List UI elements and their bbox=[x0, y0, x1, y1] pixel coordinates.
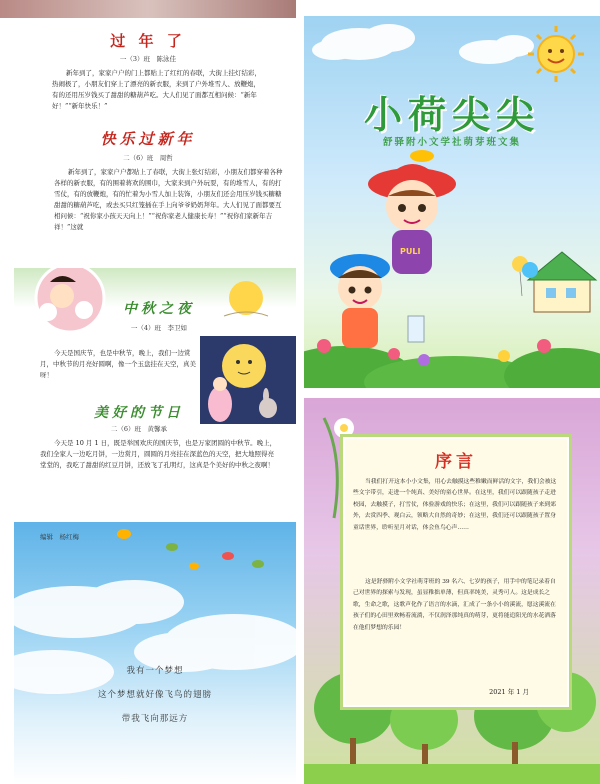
story-author-1: 一（3）班 陈泳佳 bbox=[119, 55, 177, 63]
sun-illustration bbox=[528, 26, 584, 82]
story-body-3: 今天是国庆节，也是中秋节，晚上，我们一边赏月，中秋节的月亮好圆啊，像一个玉盘挂在天空，真美呀！ bbox=[40, 349, 196, 379]
poem-line-2: 这个梦想就好像飞鸟的翅膀 bbox=[97, 690, 212, 700]
poem-page bbox=[14, 522, 296, 784]
preface-paragraph-1: 当我们打开这本小小文集，用心去触摸这些稚嫩而鲜活的文字，我们会被这些文字带引，走进一个纯真、美好的童心世界。在这里，我们可以跟随孩子走进校园，去触摸子，打雪仗，体验游戏的快乐；在这里，我们可以跟随孩子来到郊外，去赏四季、观白云，领略大自然的奇妙；在这里，我们还可以跟随孩子置身童话世界，聆听星月对话，体会鱼鸟心声…… bbox=[353, 479, 557, 531]
preface-title: 序言 bbox=[435, 452, 477, 472]
sky-illustration bbox=[14, 522, 296, 784]
preface-paragraph-2: 这是舒驿附小文学社萌芽班的 39 名六、七岁的孩子，用手中的笔记录着自己对世界的探索与发现，虽显稚拙单薄，但真率纯美，灵秀可人。这是成长之歌，生命之歌，这歌声化作了语言的水滴，汇成了一条小小的溪流，愿这溪流在孩子们的心田里欢畅着流淌，不仅润泽那纯真的萌芽，更将能追阳光的水花洒落在他们梦想的乐园！ bbox=[353, 579, 556, 631]
cloud-illustration bbox=[14, 580, 296, 694]
preface-paper bbox=[340, 434, 572, 710]
house-illustration bbox=[528, 252, 596, 312]
story-page-new-year bbox=[0, 0, 296, 260]
child-character-girl bbox=[368, 150, 456, 274]
preface-date: 2021 年 1 月 bbox=[489, 688, 529, 696]
cover-page bbox=[304, 16, 600, 388]
editor-credit: 编辑 杨红梅 bbox=[40, 533, 79, 541]
story-title-2: 快乐过新年 bbox=[100, 130, 196, 148]
decorative-top-band bbox=[0, 0, 296, 18]
cover-illustration bbox=[304, 16, 600, 388]
story-title-3: 中秋之夜 bbox=[123, 301, 195, 317]
cloud-illustration bbox=[312, 24, 534, 64]
poem-line-3: 带我飞向那远方 bbox=[121, 714, 189, 724]
cover-title: 小荷尖尖 bbox=[363, 92, 540, 137]
story-body-1: 新年到了，家家户户的门上都贴上了红红的春联，大街上挂灯结彩，热闹极了，小朋友们穿上了漂亮的新衣服，来到了户外堆雪人、放鞭炮，有的还用压岁钱买了甜甜的糖葫芦吃。大人们见了面都互相问候：“新年好！”“新年快乐！” bbox=[52, 69, 261, 110]
story-author-4: 二（6）班 黄馨承 bbox=[110, 425, 168, 433]
preface-page bbox=[304, 398, 600, 784]
cover-subtitle: 舒驿附小文学社萌芽班文集 bbox=[382, 137, 521, 148]
bird-icons bbox=[117, 529, 264, 570]
story-author-3: 一（4）班 李卫如 bbox=[130, 324, 188, 332]
story-body-4: 今天是 10 月 1 日，既是举国欢庆的国庆节，也是万家团圆的中秋节。晚上，我们全家人一边吃月饼，一边赏月，圆圆的月亮挂在深蓝色的天空，把大地照得亮堂堂的，我吃了甜甜的红豆月饼，还放飞了孔明灯，这真是个美好的中秋之夜啊！ bbox=[40, 439, 277, 469]
story-page-mid-autumn bbox=[14, 268, 296, 516]
story-title-4: 美好的节日 bbox=[94, 405, 184, 421]
poem-line-1: 我有一个梦想 bbox=[126, 666, 184, 676]
svg-text:PULI: PULI bbox=[400, 247, 421, 256]
story-author-2: 二（6）班 周哲 bbox=[123, 154, 173, 162]
story-body-2: 新年到了，家家户户都贴上了春联，大街上张灯结彩，小朋友们都穿着各种各样的新衣服，有的围着蒋欢的围巾，大家来到户外玩耍，有的堆雪人，有的打雪仗，有的放鞭炮，有的忙着为小雪人加上装饰，小朋友们还会用压岁钱买糖糖甜甜的糖葫芦吃，或去买只红笼插在手上向爷爷奶奶拜年。大人们见了面都要互相问候：“祝你家小孩天天向上！”“祝你家老人健康长寿！”“祝你们家新年吉祥！”这就 bbox=[54, 168, 283, 231]
story-title-1: 过 年 了 bbox=[110, 32, 186, 50]
